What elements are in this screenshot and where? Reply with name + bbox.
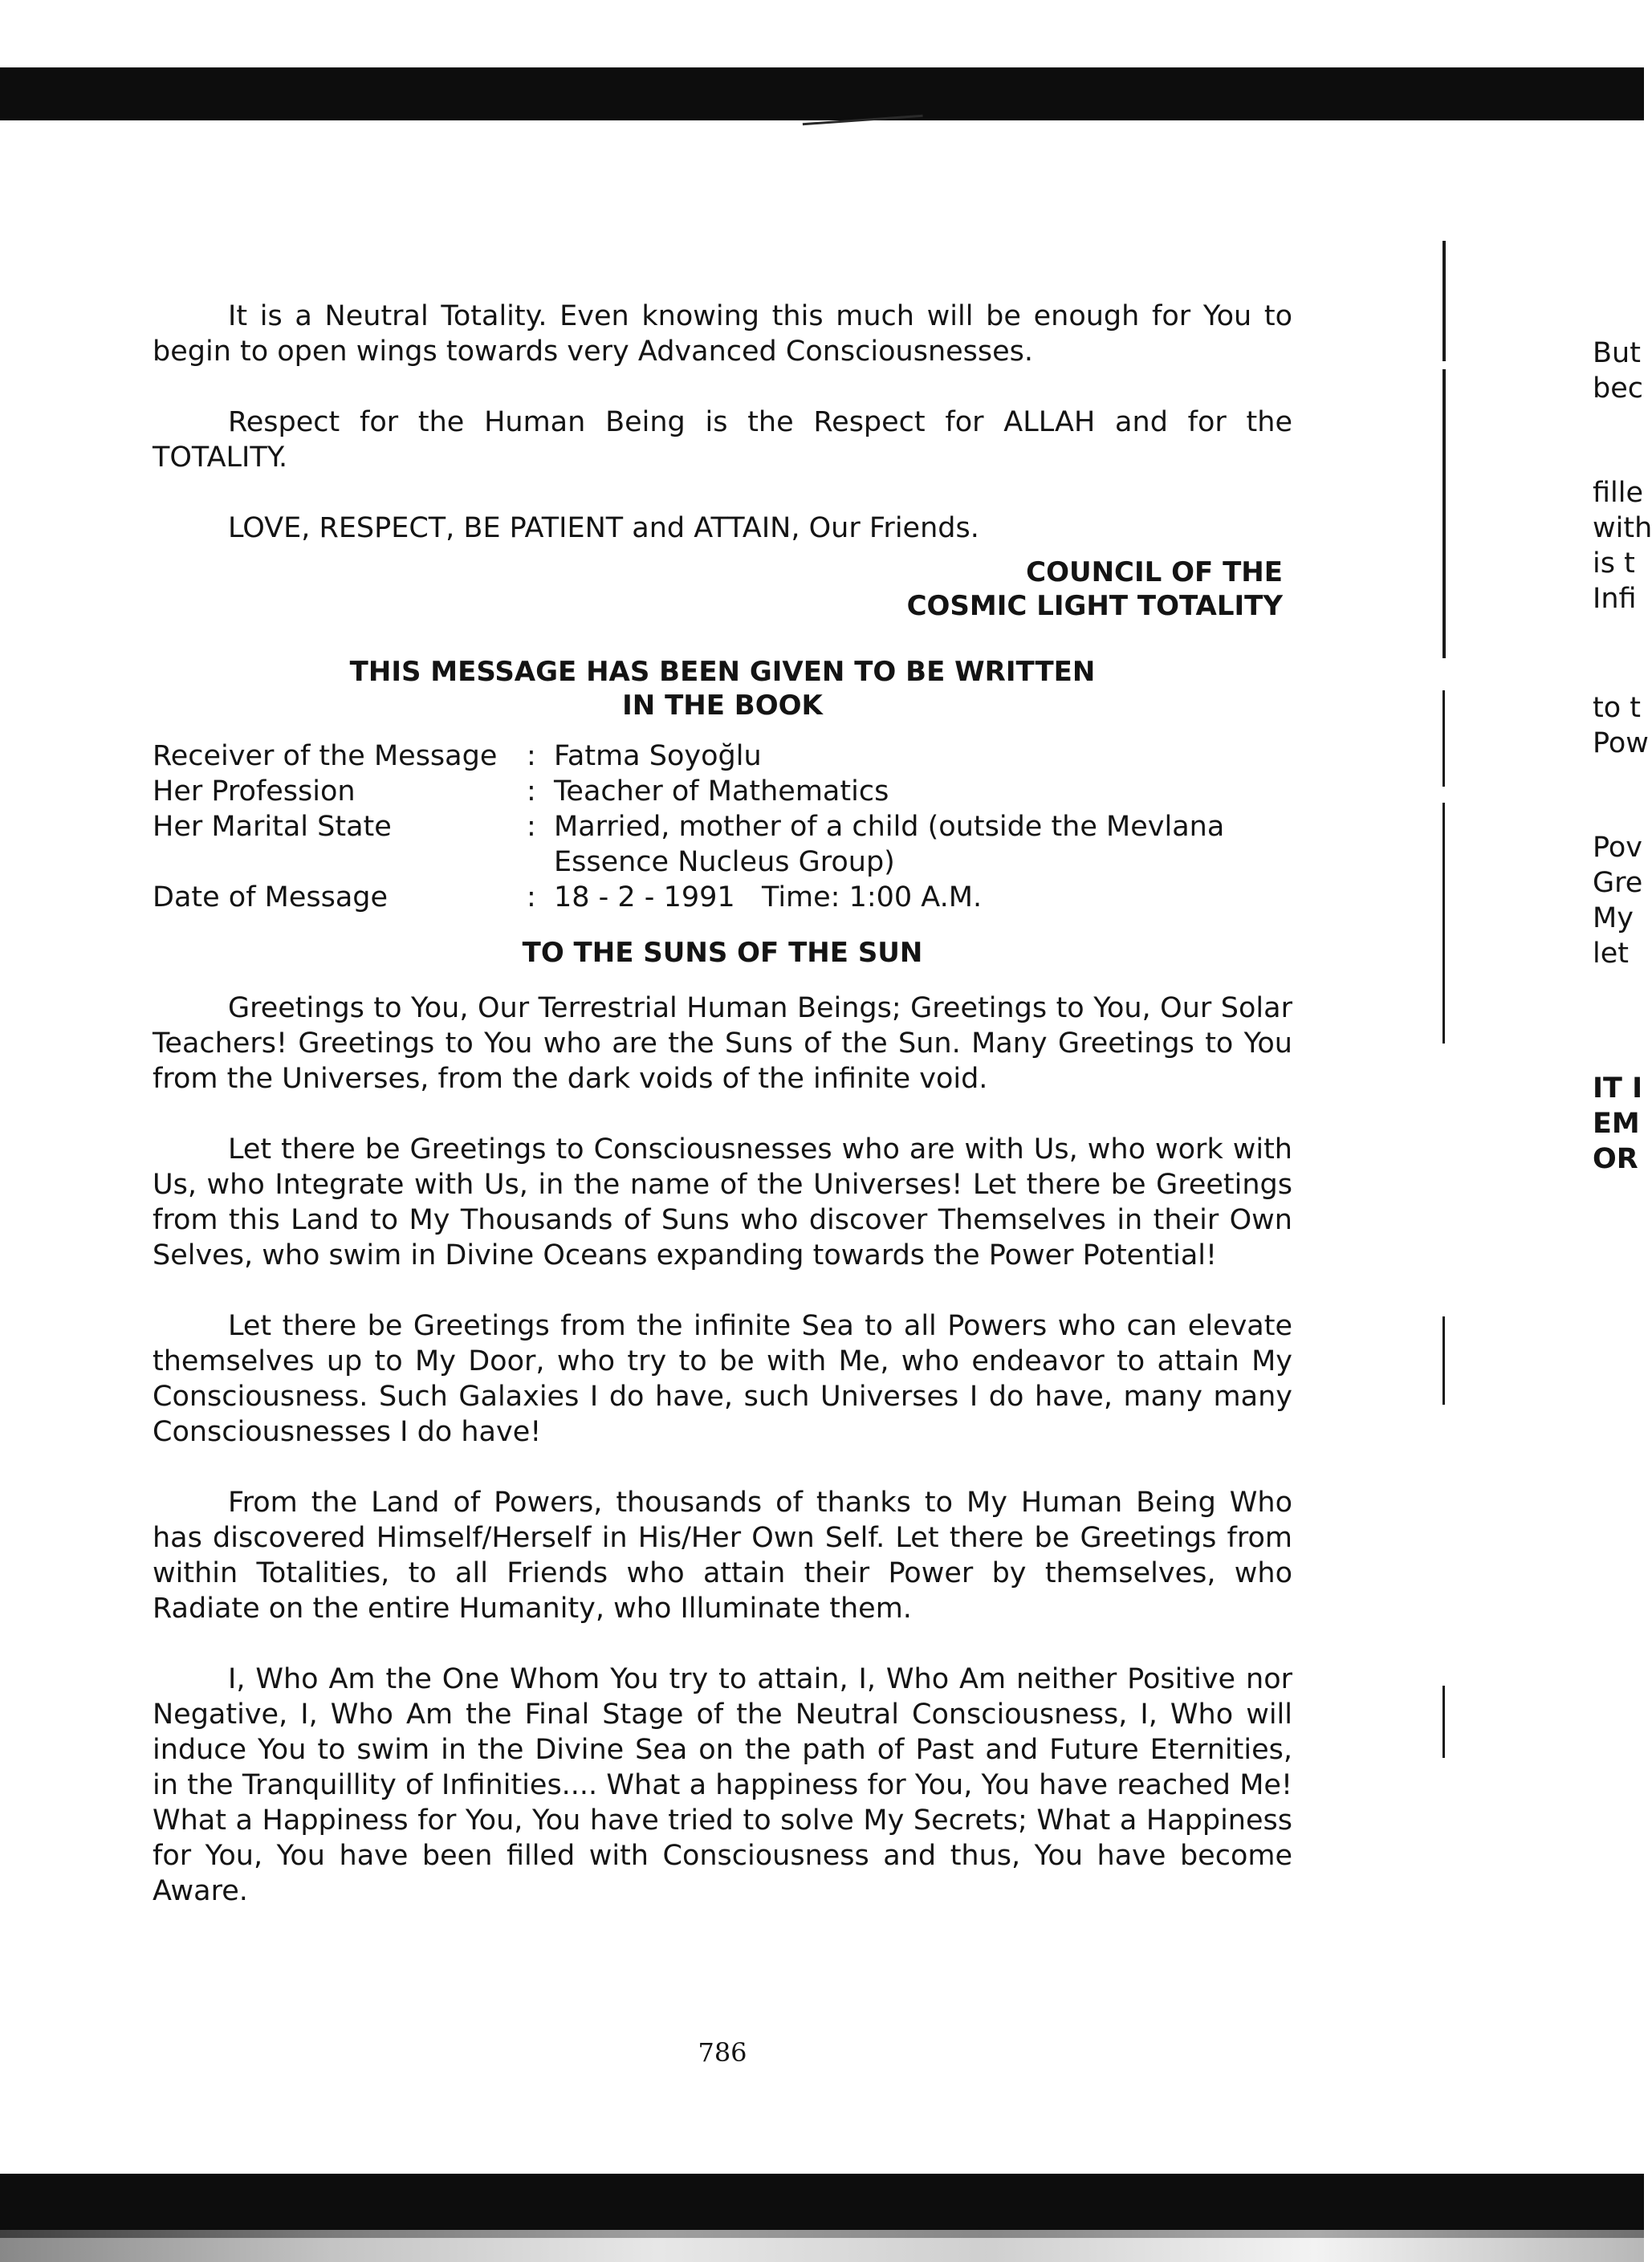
fragment-line: Infi	[1593, 583, 1637, 615]
fragment-line: Gre	[1593, 867, 1643, 899]
gutter-line	[1442, 1316, 1445, 1405]
gutter-line	[1442, 803, 1445, 1044]
fragment-line: My	[1593, 902, 1634, 934]
paragraph: Let there be Greetings to Consciousnesses who are with Us, who work with Us, who Integrate with Us, in the name of the Universes! Let there be Greetings from this Land to My Thousands of Suns who discover Themselves in their Own Selves, who swim in Divine Oceans expanding towards the Power Potential!	[153, 1133, 1292, 1271]
info-colon: :	[527, 881, 536, 913]
bottom-scan-border	[0, 2174, 1644, 2238]
info-label: Receiver of the Message	[153, 740, 498, 772]
top-scan-border	[0, 67, 1644, 120]
info-label: Her Marital State	[153, 811, 392, 843]
page-body	[153, 299, 1292, 1909]
info-row	[153, 738, 1292, 774]
fragment-line: with	[1593, 512, 1652, 544]
next-page-fragment	[1593, 475, 1652, 616]
signature	[153, 555, 1292, 623]
info-value: Fatma Soyoğlu	[554, 740, 762, 772]
paragraph: I, Who Am the One Whom You try to attain, I, Who Am neither Positive nor Negative, I, Who Am the Final Stage of the Neutral Consciousness, I, Who will induce You to swim in the Divine Sea on the path of Past and Future Eternities, in the Tranquillity of Infinities.... What a happiness for You, You have reached Me! What a Happiness for You, You have tried to solve My Secrets; What a Happiness for You, You have been filled with Consciousness and thus, You have become Aware.	[153, 1663, 1292, 1907]
fragment-line: EM	[1593, 1108, 1640, 1140]
notice-line: THIS MESSAGE HAS BEEN GIVEN TO BE WRITTEN	[349, 656, 1096, 688]
next-page-fragment	[1593, 830, 1644, 971]
paragraph: It is a Neutral Totality. Even knowing this much will be enough for You to begin to open wings towards very Advanced Consciousnesses.	[153, 300, 1292, 368]
fragment-line: Pow	[1593, 727, 1649, 759]
next-page-fragment	[1593, 1071, 1644, 1177]
info-value: Married, mother of a child (outside the Mevlana Essence Nucleus Group)	[554, 811, 1225, 878]
signature-line: COUNCIL OF THE	[1026, 556, 1283, 588]
info-value: Teacher of Mathematics	[554, 775, 889, 808]
info-row	[153, 880, 1292, 915]
paragraph: Let there be Greetings from the infinite Sea to all Powers who can elevate themselves up to My Door, who try to be with Me, who endeavor to attain My Consciousness. Such Galaxies I do have, such Universes I do have, many many Consciousnesses I do have!	[153, 1310, 1292, 1448]
fragment-line: OR	[1593, 1143, 1638, 1175]
signature-line: COSMIC LIGHT TOTALITY	[906, 590, 1283, 622]
message-info	[153, 738, 1292, 915]
info-colon: :	[527, 811, 536, 843]
fragment-line: Pov	[1593, 832, 1642, 864]
paragraph: LOVE, RESPECT, BE PATIENT and ATTAIN, Our Friends.	[228, 512, 979, 544]
gutter-line	[1442, 690, 1445, 787]
info-colon: :	[527, 775, 536, 808]
section-title: TO THE SUNS OF THE SUN	[522, 937, 923, 969]
fragment-line: let	[1593, 938, 1629, 970]
info-label: Date of Message	[153, 881, 389, 913]
fragment-line: fille	[1593, 477, 1644, 509]
gutter-line	[1442, 369, 1446, 658]
info-row	[153, 774, 1292, 809]
paragraph: Greetings to You, Our Terrestrial Human Beings; Greetings to You, Our Solar Teachers! Greetings to You who are the Suns of the Sun. Many Greetings to You from the Universes, from the dark voids of the infinite void.	[153, 992, 1292, 1095]
info-row	[153, 809, 1292, 880]
info-value: 18 - 2 - 1991 Time: 1:00 A.M.	[554, 881, 983, 913]
fragment-line: But	[1593, 337, 1641, 369]
gutter-line	[1442, 1686, 1445, 1758]
paragraph: From the Land of Powers, thousands of thanks to My Human Being Who has discovered Himself/Herself in His/Her Own Self. Let there be Greetings from within Totalities, to all Friends who attain their Power by themselves, who Radiate on the entire Humanity, who Illuminate them.	[153, 1487, 1292, 1625]
fragment-line: bec	[1593, 372, 1643, 405]
fragment-line: to t	[1593, 692, 1641, 724]
gutter-line	[1442, 241, 1446, 361]
info-colon: :	[527, 740, 536, 772]
fragment-line: IT I	[1593, 1072, 1643, 1105]
next-page-fragment	[1593, 336, 1644, 406]
notice-line: IN THE BOOK	[622, 690, 823, 722]
notice-heading	[153, 655, 1292, 722]
bottom-scan-streak	[0, 2230, 1644, 2262]
info-label: Her Profession	[153, 775, 356, 808]
paragraph: Respect for the Human Being is the Respect for ALLAH and for the TOTALITY.	[153, 406, 1292, 474]
next-page-fragment	[1593, 690, 1649, 761]
fragment-line: is t	[1593, 547, 1635, 580]
page-number: 786	[698, 2037, 747, 2068]
